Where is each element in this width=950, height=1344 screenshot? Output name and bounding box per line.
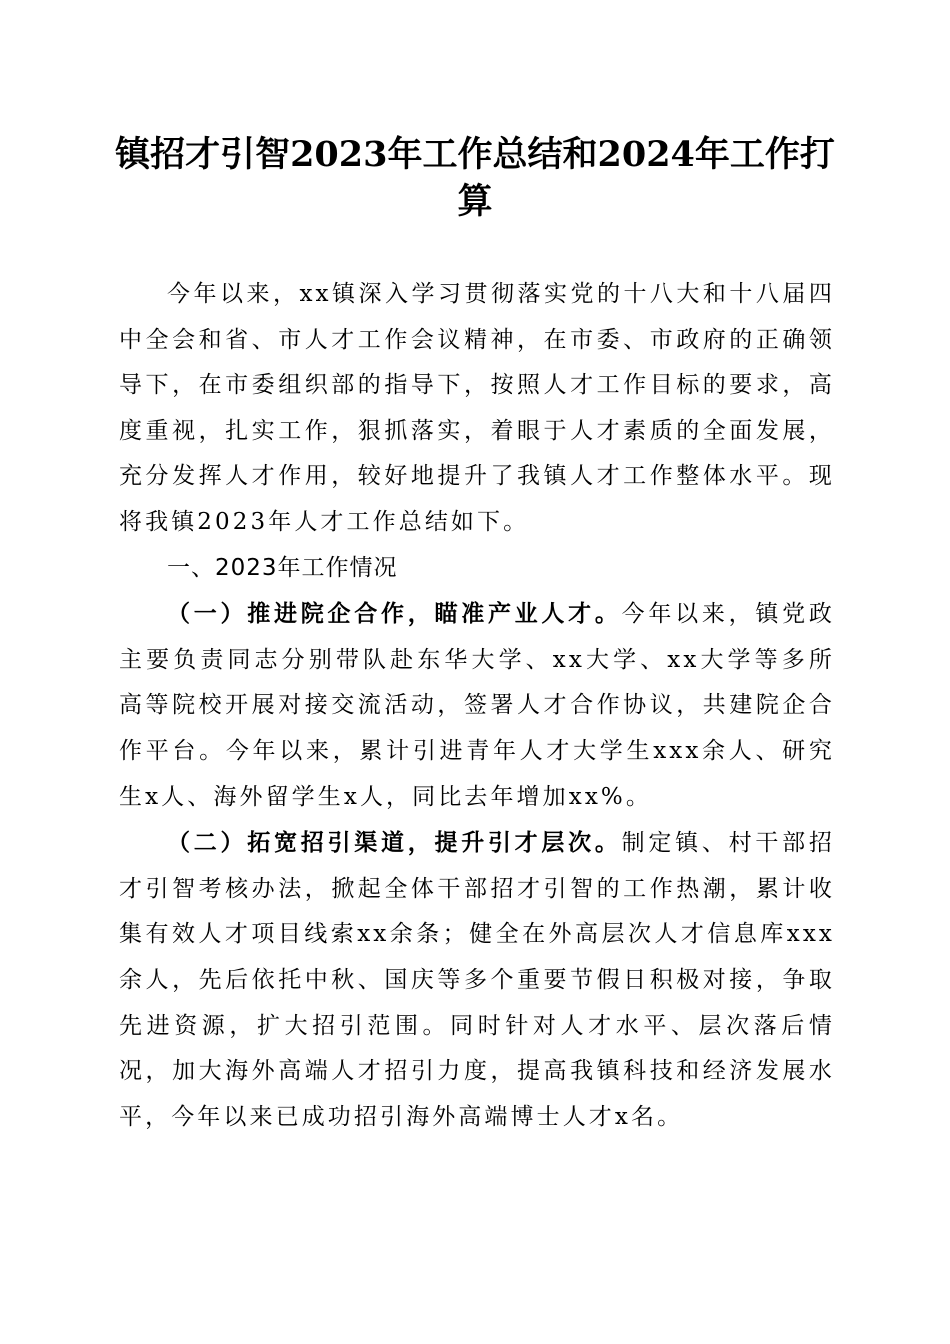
item-paragraph-channels	[119, 820, 835, 1140]
item-lead-cooperation: （一）推进院企合作，瞄准产业人才。	[167, 600, 622, 628]
section-heading-2023-work: 一、2023年工作情况	[167, 554, 398, 581]
item-text-channels: 制定镇、村干部招才引智考核办法，掀起全体干部招才引智的工作热潮，累计收集有效人才项目线索xx余条；健全在外高层次人才信息库xxx余人，先后依托中秋、国庆等多个重要节假日积极对接，争取先进资源，扩大招引范围。同时针对人才水平、层次落后情况，加大海外高端人才招引力度，提高我镇科技和经济发展水平，今年以来已成功招引海外高端博士人才x名。	[119, 830, 835, 1130]
item-paragraph-cooperation	[119, 591, 835, 820]
item-lead-channels: （二）拓宽招引渠道，提升引才层次。	[167, 829, 622, 857]
item-text-cooperation: 今年以来，镇党政主要负责同志分别带队赴东华大学、xx大学、xx大学等多所高等院校开展对接交流活动，签署人才合作协议，共建院企合作平台。今年以来，累计引进青年人才大学生xxx余人、研究生x人、海外留学生x人，同比去年增加xx%。	[119, 601, 835, 810]
document-body	[119, 272, 835, 1140]
document-title: 镇招才引智2023年工作总结和2024年工作打算	[115, 134, 835, 222]
intro-paragraph: 今年以来，xx镇深入学习贯彻落实党的十八大和十八届四中全会和省、市人才工作会议精神，在市委、市政府的正确领导下，在市委组织部的指导下，按照人才工作目标的要求，高度重视，扎实工作，狠抓落实，着眼于人才素质的全面发展，充分发挥人才作用，较好地提升了我镇人才工作整体水平。现将我镇2023年人才工作总结如下。	[119, 281, 835, 535]
